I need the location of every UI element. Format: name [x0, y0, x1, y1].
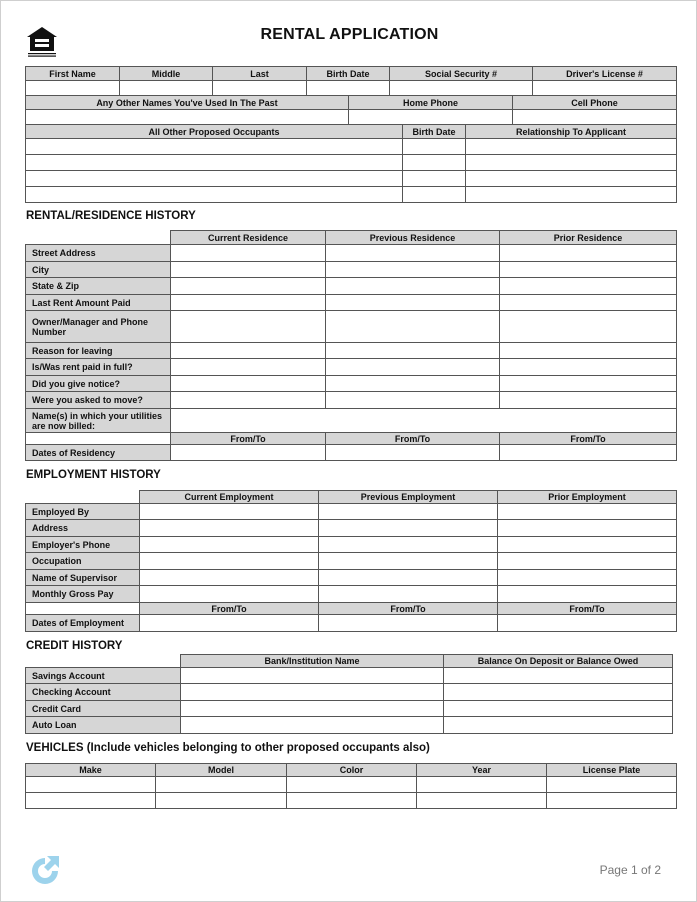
- employment-date-cell[interactable]: [140, 615, 319, 632]
- model-header: Model: [156, 764, 287, 777]
- residence-cell[interactable]: [500, 245, 677, 262]
- occupant-birth-field[interactable]: [403, 139, 466, 155]
- employment-history-title: EMPLOYMENT HISTORY: [26, 469, 161, 481]
- vehicles-title: VEHICLES (Include vehicles belonging to other proposed occupants also): [26, 742, 430, 754]
- residence-cell[interactable]: [500, 343, 677, 359]
- residence-cell[interactable]: [326, 295, 500, 311]
- employment-cell[interactable]: [319, 504, 498, 520]
- relationship-field[interactable]: [466, 155, 677, 171]
- supervisor-label: Name of Supervisor: [26, 570, 140, 586]
- vehicle-cell[interactable]: [156, 793, 287, 809]
- occupant-birth-field[interactable]: [403, 187, 466, 203]
- current-residence-header: Current Residence: [171, 231, 326, 245]
- owner-manager-label: Owner/Manager and Phone Number: [26, 311, 171, 343]
- balance-header: Balance On Deposit or Balance Owed: [444, 655, 673, 668]
- vehicle-cell[interactable]: [287, 793, 417, 809]
- fromto-header: From/To: [500, 433, 677, 445]
- employment-cell[interactable]: [319, 570, 498, 586]
- relationship-field[interactable]: [466, 139, 677, 155]
- employment-cell[interactable]: [498, 553, 677, 570]
- employment-history-table: [25, 490, 677, 632]
- occupant-birth-date-header: Birth Date: [403, 125, 466, 139]
- residence-date-cell[interactable]: [171, 445, 326, 461]
- employer-phone-label: Employer's Phone: [26, 537, 140, 553]
- prior-employment-header: Prior Employment: [498, 491, 677, 504]
- employment-cell[interactable]: [498, 520, 677, 537]
- residence-cell[interactable]: [171, 392, 326, 409]
- applicant-contact-table: [25, 95, 677, 126]
- drivers-license-header: Driver's License #: [533, 67, 677, 81]
- dates-employment-label: Dates of Employment: [26, 615, 140, 632]
- occupant-field[interactable]: [26, 155, 403, 171]
- first-name-header: First Name: [26, 67, 120, 81]
- employment-cell[interactable]: [498, 504, 677, 520]
- current-employment-header: Current Employment: [140, 491, 319, 504]
- employment-cell[interactable]: [140, 586, 319, 603]
- vehicles-table: [25, 763, 677, 809]
- residence-cell[interactable]: [326, 278, 500, 295]
- credit-cell[interactable]: [181, 701, 444, 717]
- occupant-field[interactable]: [26, 171, 403, 187]
- residence-cell[interactable]: [171, 245, 326, 262]
- residence-cell[interactable]: [326, 392, 500, 409]
- credit-history-title: CREDIT HISTORY: [26, 640, 123, 652]
- residence-cell[interactable]: [326, 376, 500, 392]
- residence-cell[interactable]: [171, 295, 326, 311]
- residence-cell[interactable]: [171, 376, 326, 392]
- page-title: RENTAL APPLICATION: [260, 26, 439, 43]
- employment-cell[interactable]: [140, 537, 319, 553]
- license-plate-header: License Plate: [547, 764, 677, 777]
- occupants-header: All Other Proposed Occupants: [26, 125, 403, 139]
- fromto-header: From/To: [319, 603, 498, 615]
- vehicle-cell[interactable]: [547, 793, 677, 809]
- rental-history-table: [25, 230, 677, 461]
- vehicle-cell[interactable]: [547, 777, 677, 793]
- residence-cell[interactable]: [500, 376, 677, 392]
- previous-residence-header: Previous Residence: [326, 231, 500, 245]
- occupation-label: Occupation: [26, 553, 140, 570]
- relationship-field[interactable]: [466, 187, 677, 203]
- employment-cell[interactable]: [498, 537, 677, 553]
- fromto-header: From/To: [171, 433, 326, 445]
- applicant-name-table: [25, 66, 677, 97]
- city-label: City: [26, 262, 171, 278]
- relationship-field[interactable]: [466, 171, 677, 187]
- occupants-table: [25, 124, 677, 203]
- occupant-field[interactable]: [26, 139, 403, 155]
- credit-history-table: [25, 654, 673, 734]
- occupant-birth-field[interactable]: [403, 171, 466, 187]
- residence-cell[interactable]: [500, 262, 677, 278]
- residence-cell[interactable]: [171, 278, 326, 295]
- residence-cell[interactable]: [326, 262, 500, 278]
- previous-employment-header: Previous Employment: [319, 491, 498, 504]
- credit-cell[interactable]: [444, 717, 673, 734]
- employment-cell[interactable]: [498, 570, 677, 586]
- cell-phone-header: Cell Phone: [513, 96, 677, 110]
- vehicle-cell[interactable]: [156, 777, 287, 793]
- page-number: Page 1 of 2: [599, 863, 661, 877]
- prior-residence-header: Prior Residence: [500, 231, 677, 245]
- residence-cell[interactable]: [326, 311, 500, 343]
- residence-cell[interactable]: [171, 262, 326, 278]
- vehicle-cell[interactable]: [287, 777, 417, 793]
- rental-history-title: RENTAL/RESIDENCE HISTORY: [26, 210, 196, 222]
- employment-cell[interactable]: [319, 520, 498, 537]
- savings-label: Savings Account: [26, 668, 181, 684]
- credit-cell[interactable]: [181, 717, 444, 734]
- employment-date-cell[interactable]: [319, 615, 498, 632]
- street-address-label: Street Address: [26, 245, 171, 262]
- address-label: Address: [26, 520, 140, 537]
- employment-cell[interactable]: [140, 570, 319, 586]
- residence-cell[interactable]: [326, 359, 500, 376]
- vehicle-cell[interactable]: [417, 777, 547, 793]
- auto-loan-label: Auto Loan: [26, 717, 181, 734]
- residence-cell[interactable]: [500, 311, 677, 343]
- vehicle-cell[interactable]: [417, 793, 547, 809]
- residence-date-cell[interactable]: [326, 445, 500, 461]
- fromto-header: From/To: [498, 603, 677, 615]
- gross-pay-label: Monthly Gross Pay: [26, 586, 140, 603]
- bank-name-header: Bank/Institution Name: [181, 655, 444, 668]
- notice-label: Did you give notice?: [26, 376, 171, 392]
- make-header: Make: [26, 764, 156, 777]
- residence-cell[interactable]: [500, 295, 677, 311]
- year-header: Year: [417, 764, 547, 777]
- birth-date-header: Birth Date: [307, 67, 390, 81]
- residence-cell[interactable]: [500, 359, 677, 376]
- credit-cell[interactable]: [444, 668, 673, 684]
- other-names-header: Any Other Names You've Used In The Past: [26, 96, 349, 110]
- relationship-header: Relationship To Applicant: [466, 125, 677, 139]
- credit-cell[interactable]: [444, 684, 673, 701]
- residence-cell[interactable]: [171, 311, 326, 343]
- vehicle-cell[interactable]: [26, 793, 156, 809]
- fromto-header: From/To: [326, 433, 500, 445]
- last-rent-label: Last Rent Amount Paid: [26, 295, 171, 311]
- employment-cell[interactable]: [498, 586, 677, 603]
- occupant-field[interactable]: [26, 187, 403, 203]
- residence-cell[interactable]: [171, 359, 326, 376]
- employment-cell[interactable]: [319, 553, 498, 570]
- credit-cell[interactable]: [181, 668, 444, 684]
- employment-cell[interactable]: [140, 520, 319, 537]
- home-phone-header: Home Phone: [349, 96, 513, 110]
- employment-date-cell[interactable]: [498, 615, 677, 632]
- reason-leaving-label: Reason for leaving: [26, 343, 171, 359]
- occupant-birth-field[interactable]: [403, 155, 466, 171]
- ssn-header: Social Security #: [390, 67, 533, 81]
- utilities-field[interactable]: [171, 409, 677, 433]
- checking-label: Checking Account: [26, 684, 181, 701]
- residence-cell[interactable]: [171, 343, 326, 359]
- residence-cell[interactable]: [500, 278, 677, 295]
- vehicle-cell[interactable]: [26, 777, 156, 793]
- arrow-logo-icon: [27, 853, 63, 889]
- residence-cell[interactable]: [500, 392, 677, 409]
- state-zip-label: State & Zip: [26, 278, 171, 295]
- residence-cell[interactable]: [326, 245, 500, 262]
- utilities-label: Name(s) in which your utilities are now billed:: [26, 409, 171, 433]
- employment-cell[interactable]: [140, 553, 319, 570]
- color-header: Color: [287, 764, 417, 777]
- asked-to-move-label: Were you asked to move?: [26, 392, 171, 409]
- employed-by-label: Employed By: [26, 504, 140, 520]
- last-name-header: Last: [213, 67, 307, 81]
- employment-cell[interactable]: [319, 537, 498, 553]
- employment-cell[interactable]: [140, 504, 319, 520]
- employment-cell[interactable]: [319, 586, 498, 603]
- credit-cell[interactable]: [444, 701, 673, 717]
- middle-name-header: Middle: [120, 67, 213, 81]
- rent-paid-label: Is/Was rent paid in full?: [26, 359, 171, 376]
- credit-cell[interactable]: [181, 684, 444, 701]
- residence-date-cell[interactable]: [500, 445, 677, 461]
- residence-cell[interactable]: [326, 343, 500, 359]
- fromto-header: From/To: [140, 603, 319, 615]
- dates-residency-label: Dates of Residency: [26, 445, 171, 461]
- credit-card-label: Credit Card: [26, 701, 181, 717]
